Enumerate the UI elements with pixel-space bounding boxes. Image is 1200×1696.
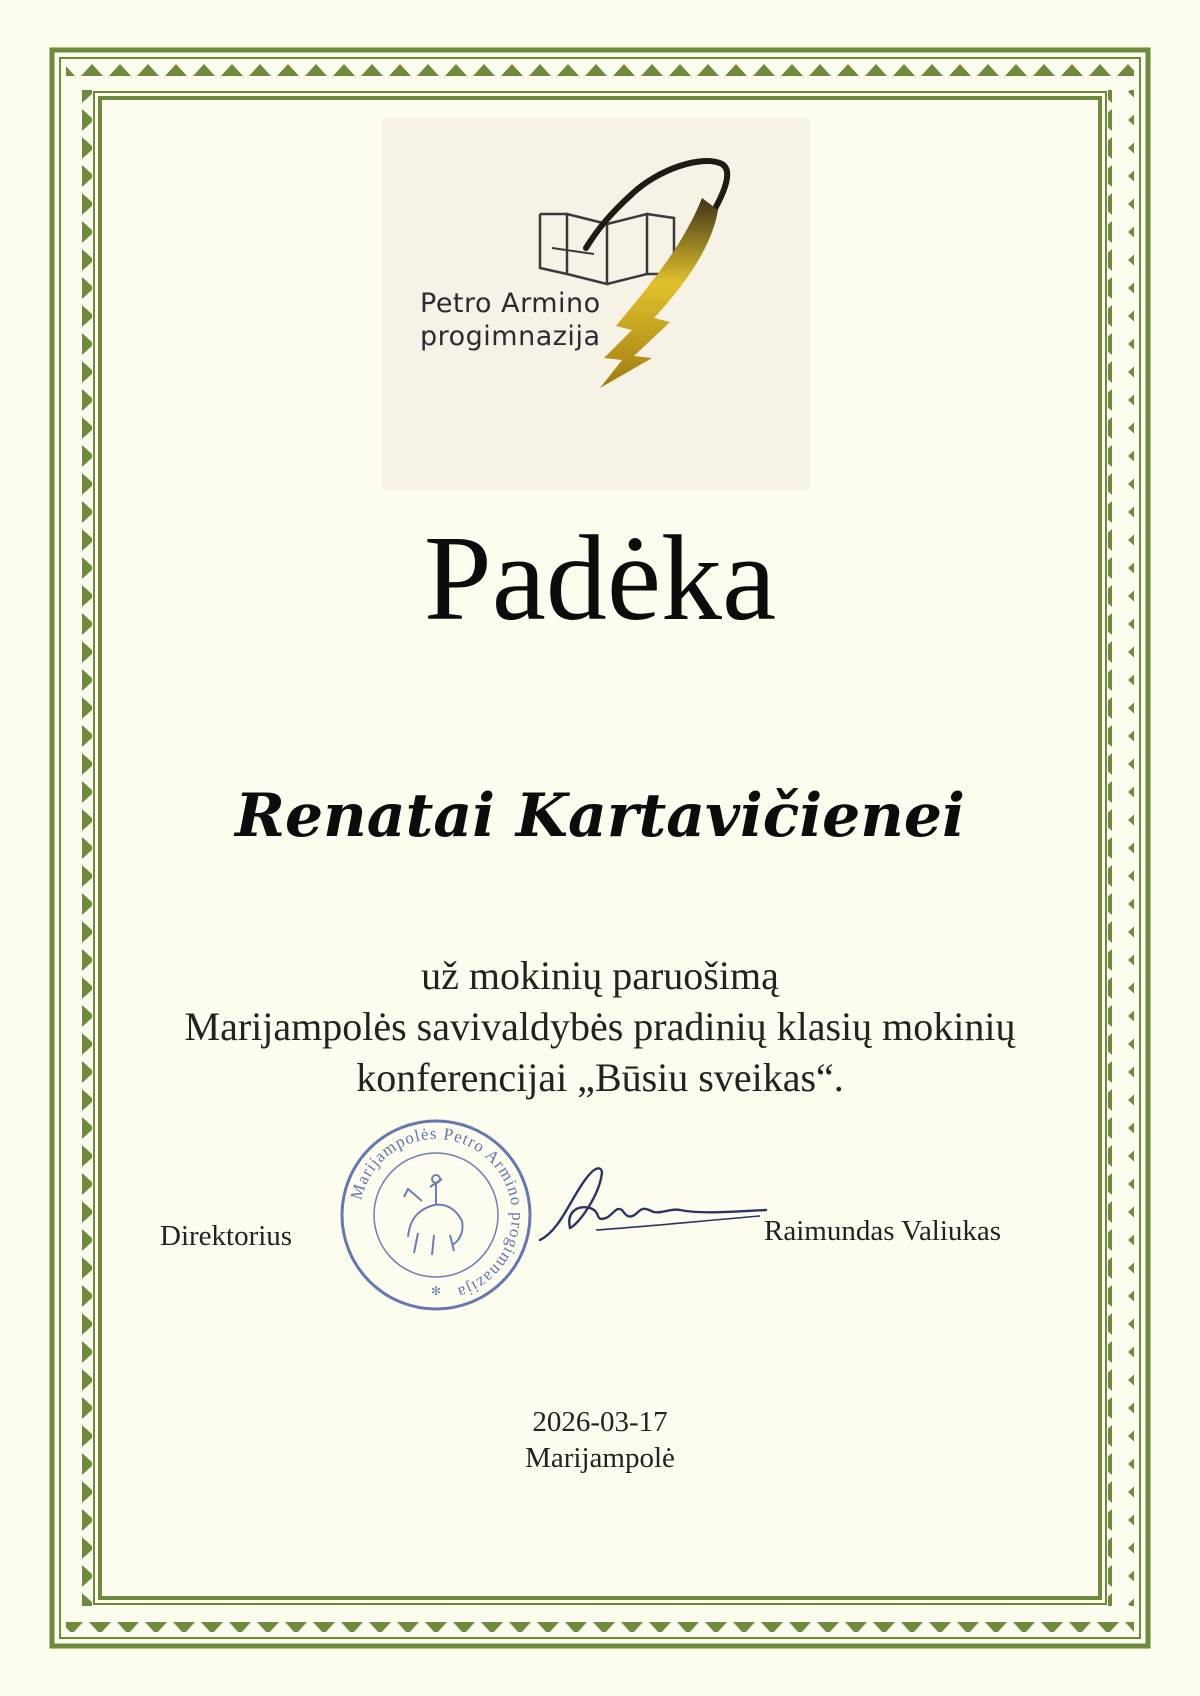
- reason-line: už mokinių paruošimą: [421, 953, 779, 998]
- certificate-reason: [60, 950, 1140, 1103]
- svg-text:✻: ✻: [430, 1284, 442, 1298]
- recipient-name: Renatai Kartavičienei: [235, 781, 965, 851]
- stamp-text: Marijampolės Petro Armino progimnazija: [346, 1123, 528, 1303]
- signatory-name: Raimundas Valiukas: [764, 1215, 1002, 1247]
- reason-line: Marijampolės savivaldybės pradinių klasių mokinių: [184, 1004, 1016, 1049]
- director-signature: [530, 1150, 770, 1260]
- school-logo: [382, 118, 810, 490]
- reason-line: konferencijai „Būsiu sveikas“.: [356, 1055, 844, 1100]
- logo-school-name-line1: Petro Armino: [420, 288, 601, 319]
- knight-emblem-icon: [404, 1175, 463, 1255]
- logo-school-name-line2: progimnazija: [420, 321, 601, 352]
- signatory-role: Direktorius: [160, 1220, 293, 1252]
- issue-place: Marijampolė: [525, 1442, 675, 1474]
- issue-date: 2026-03-17: [532, 1406, 668, 1438]
- official-stamp: [338, 1117, 534, 1313]
- certificate-title: Padėka: [423, 511, 777, 646]
